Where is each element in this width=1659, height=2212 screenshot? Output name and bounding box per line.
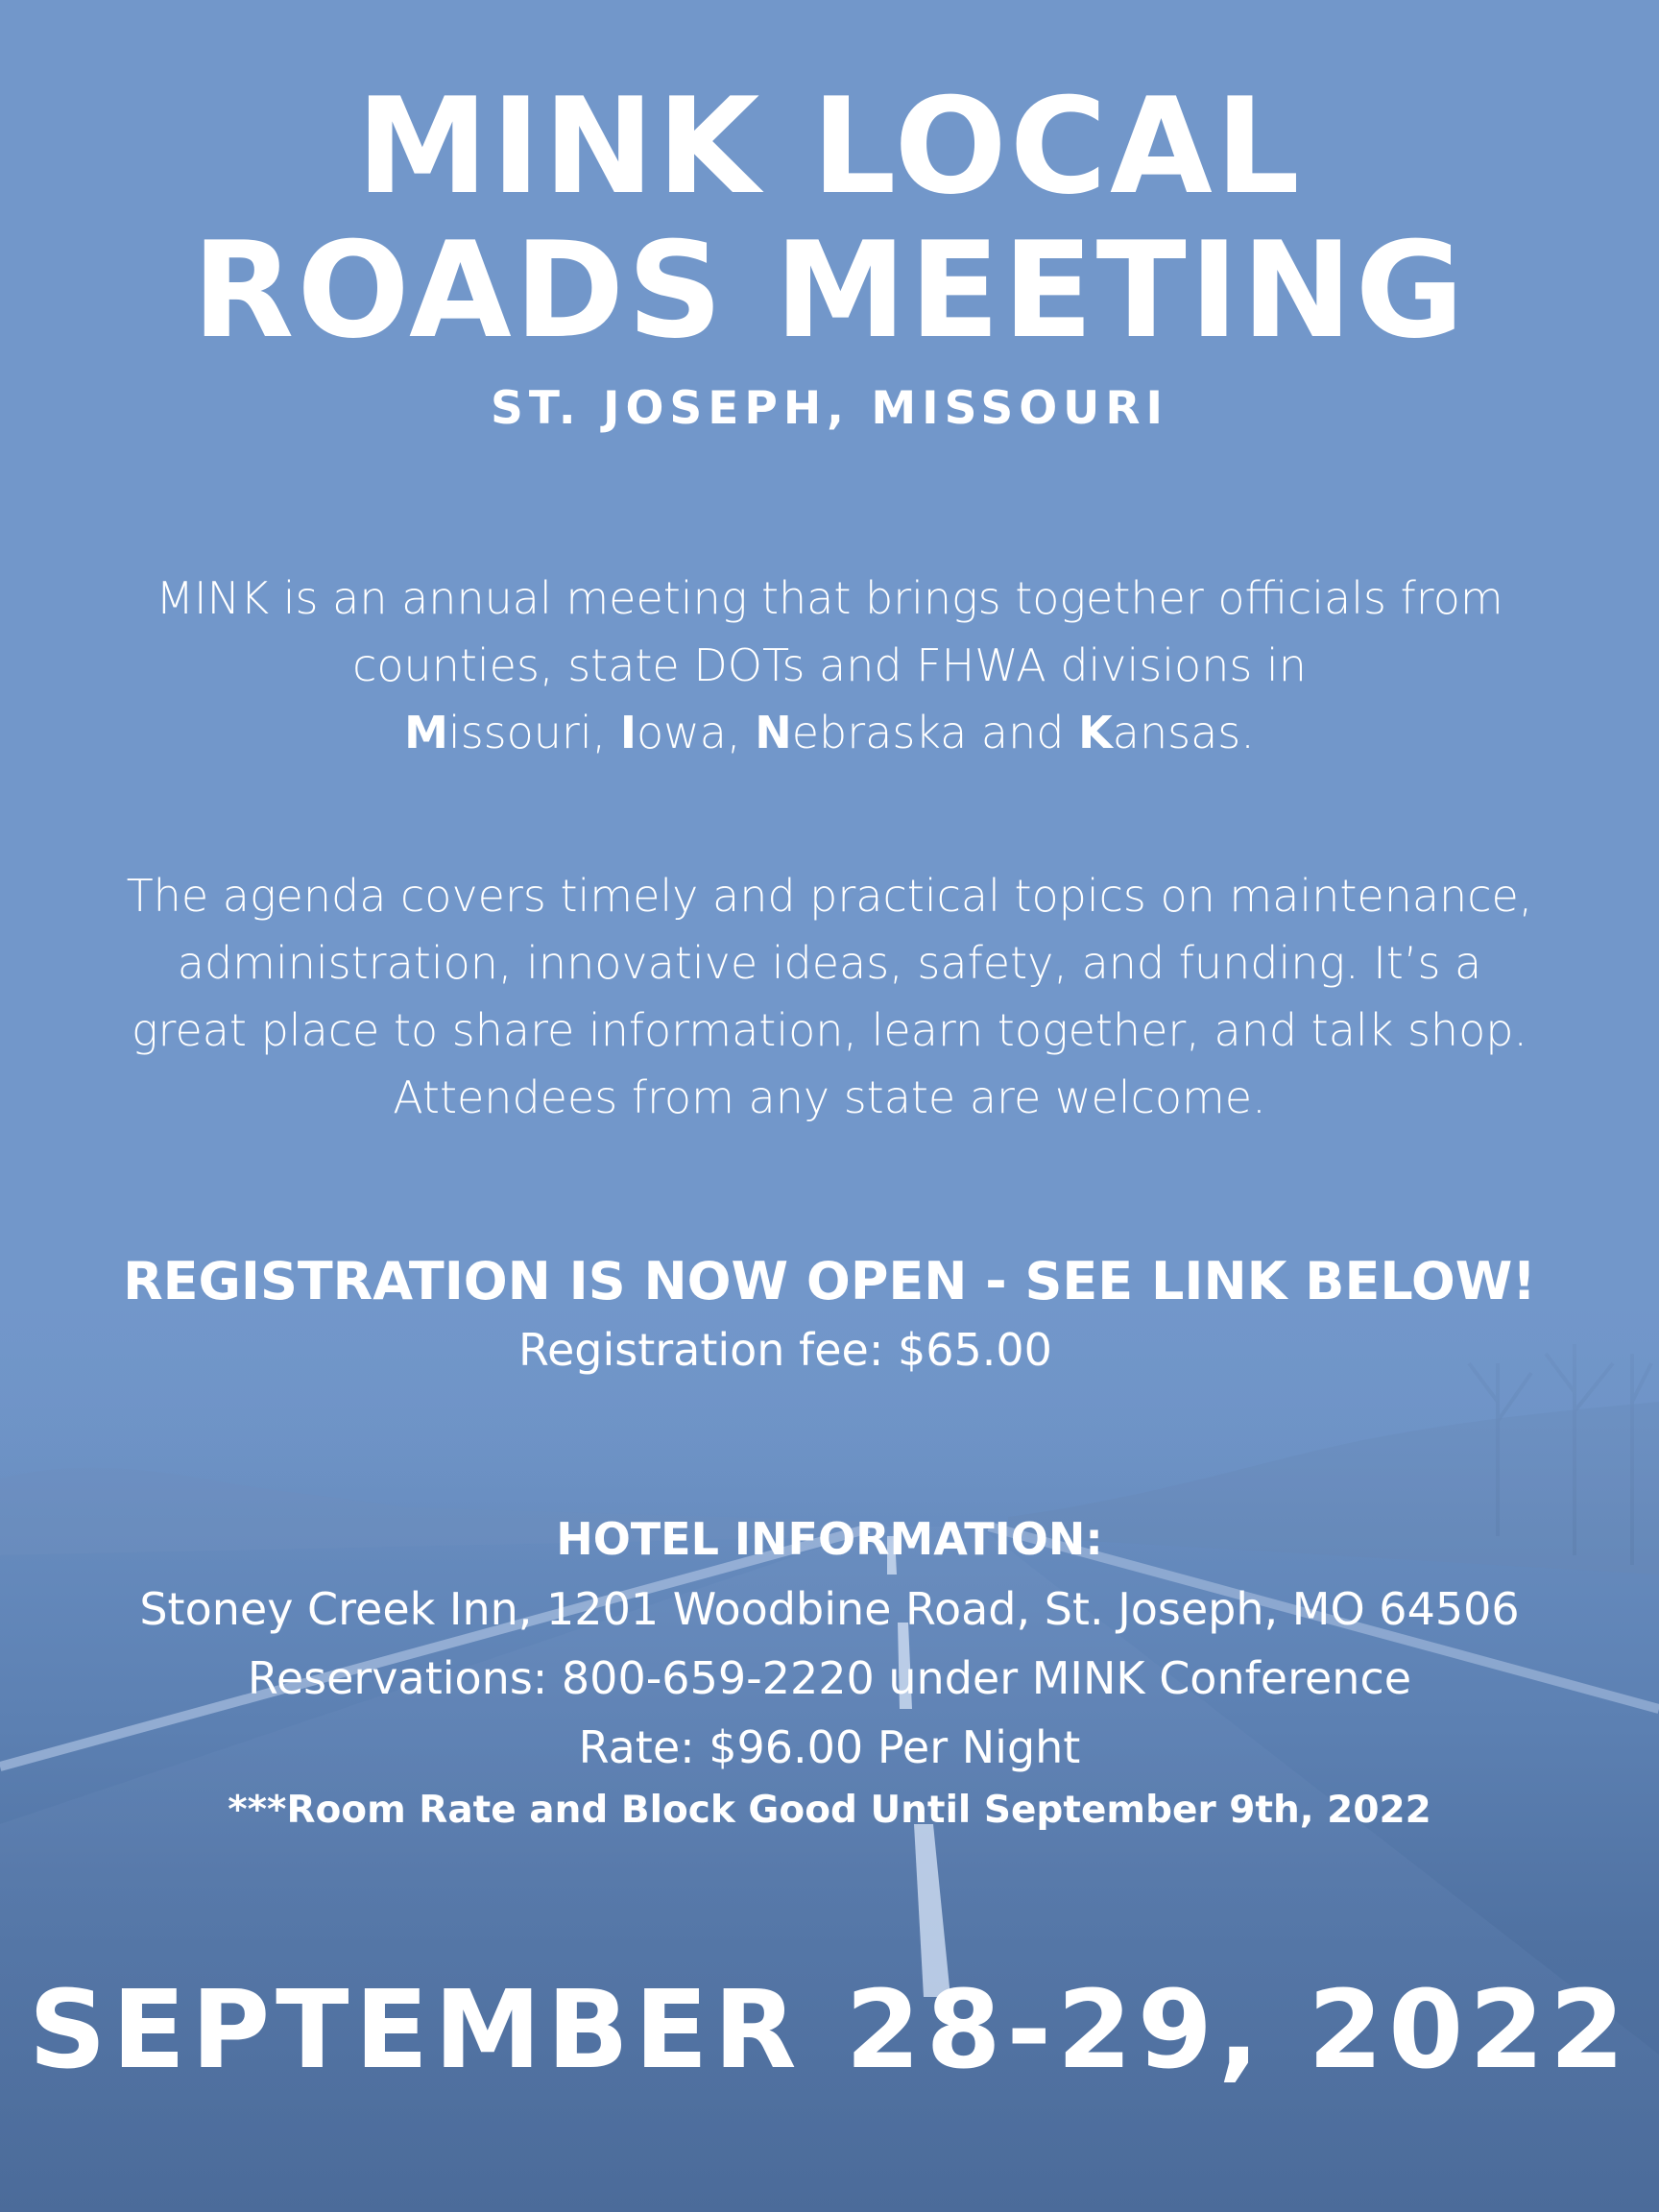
state-initial: N — [755, 707, 792, 758]
intro-paragraph — [0, 565, 1659, 766]
state-separator: , — [726, 707, 756, 758]
page-title-line-2: ROADS MEETING — [192, 213, 1467, 368]
state-rest: ebraska — [791, 707, 968, 758]
state-initial: K — [1078, 707, 1113, 758]
event-date: SEPTEMBER 28-29, 2022 — [28, 1968, 1631, 2093]
intro-line-states — [0, 699, 1659, 766]
registration-heading: REGISTRATION IS NOW OPEN - SEE LINK BELOW! — [123, 1251, 1536, 1311]
intro-line-1: MINK is an annual meeting that brings together officials from — [156, 572, 1503, 624]
page-title-line-1: MINK LOCAL — [356, 69, 1303, 224]
intro-line-2: counties, state DOTs and FHWA divisions in — [352, 639, 1307, 691]
agenda-line-2: administration, innovative ideas, safety, and funding. It’s a — [177, 937, 1482, 989]
hotel-rate: Rate: $96.00 Per Night — [578, 1721, 1081, 1773]
state-rest: owa — [637, 707, 727, 758]
state-separator: and — [967, 707, 1079, 758]
state-initial: M — [404, 707, 448, 758]
state-separator: , — [591, 707, 620, 758]
hotel-reservations: Reservations: 800-659-2220 under MINK Conference — [247, 1652, 1412, 1704]
hotel-address: Stoney Creek Inn, 1201 Woodbine Road, St. Joseph, MO 64506 — [139, 1583, 1520, 1635]
location-subtitle: ST. JOSEPH, MISSOURI — [490, 382, 1169, 435]
agenda-line-3: great place to share information, learn together, and talk shop. — [131, 1004, 1528, 1056]
state-initial: I — [619, 707, 637, 758]
hotel-heading: HOTEL INFORMATION: — [556, 1513, 1103, 1565]
hotel-note: ***Room Rate and Block Good Until September 9th, 2022 — [228, 1789, 1431, 1832]
agenda-line-4: Attendees from any state are welcome. — [393, 1071, 1266, 1123]
state-rest: ansas. — [1112, 707, 1255, 758]
state-rest: issouri — [447, 707, 592, 758]
agenda-paragraph — [0, 862, 1659, 1131]
registration-fee: Registration fee: $65.00 — [518, 1324, 1052, 1376]
agenda-line-1: The agenda covers timely and practical topics on maintenance, — [126, 870, 1533, 922]
